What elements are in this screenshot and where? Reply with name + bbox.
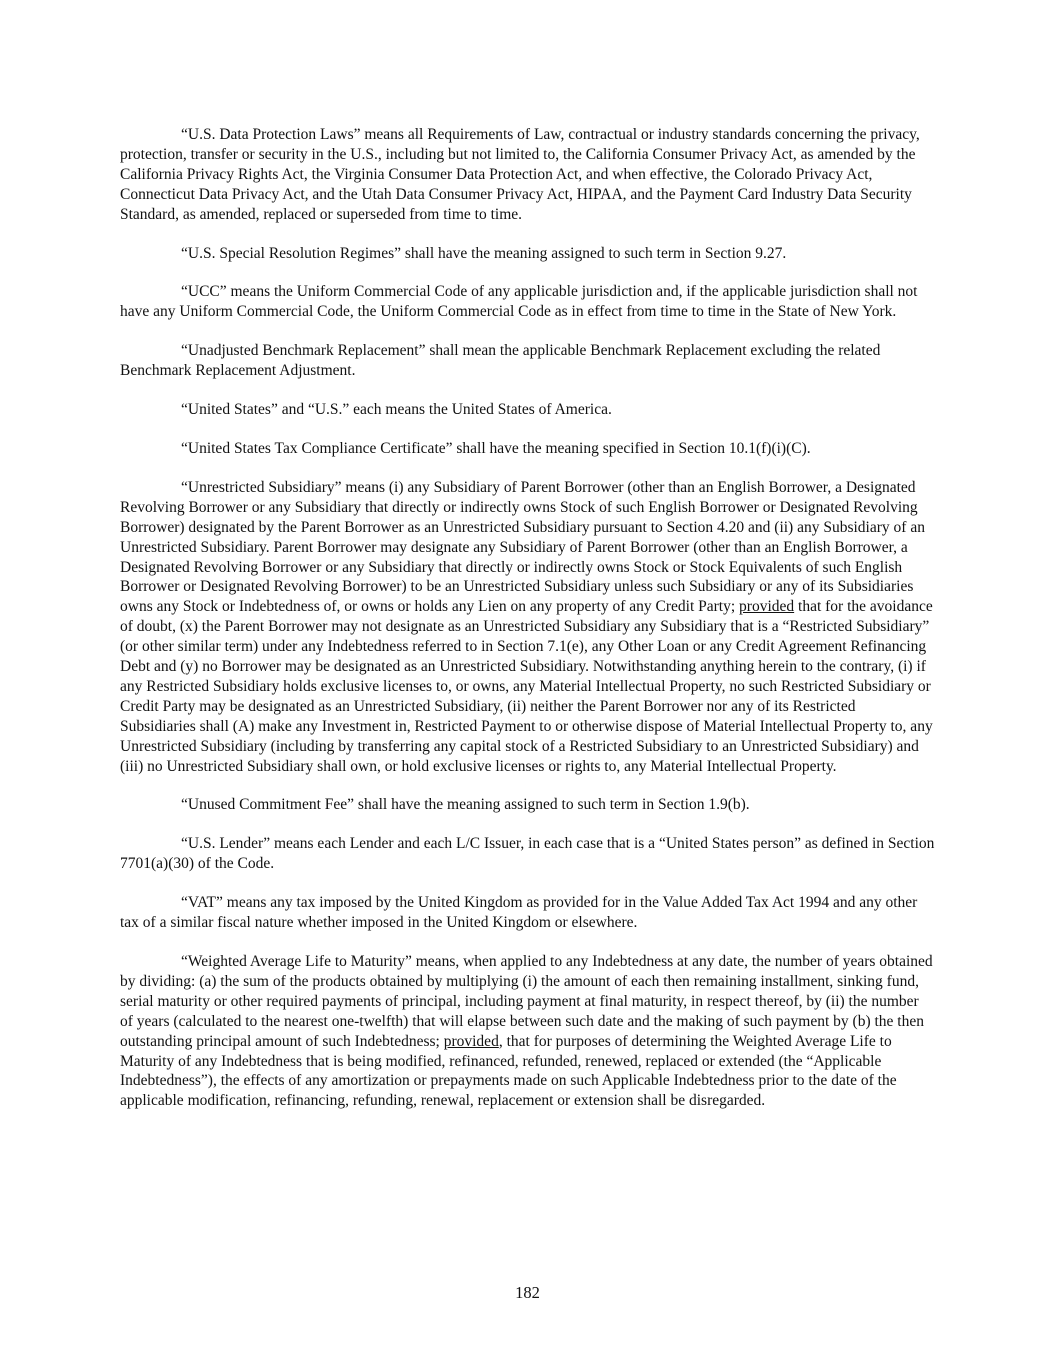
definition-text-part: “Unrestricted Subsidiary” means (i) any Subsidiary of Parent Borrower (other than an English Borrower, a Designated Revolving Borrower or any Subsidiary that directly or indirectly owns Stock of such English Borrower or Designated Revolving Borrower) designated by the Parent Borrower as an Unrestricted Subsidiary pursuant to Section 4.20 and (ii) any Subsidiary of an Unrestricted Subsidiary. Parent Borrower may designate any Subsidiary of Parent Borrower (other than an English Borrower, a Designated Revolving Borrower or any Subsidiary that directly or indirectly owns Stock or Stock Equivalents of such English Borrower or Designated Revolving Borrower) to be an Unrestricted Subsidiary unless such Subsidiary or any of its Subsidiaries owns any Stock or Indebtedness of, or owns or holds any Lien on any property of any Credit Party;: [120, 478, 925, 616]
underlined-provided: provided: [739, 598, 795, 616]
definition-us-lender: “U.S. Lender” means each Lender and each L/C Issuer, in each case that is a “United States person” as defined in Section 7701(a)(30) of the Code.: [120, 835, 935, 873]
definition-vat: “VAT” means any tax imposed by the United Kingdom as provided for in the Value Added Tax Act 1994 and any other tax of a similar fiscal nature whether imposed in the United Kingdom or elsewhere.: [120, 894, 918, 932]
underlined-provided: provided: [443, 1032, 499, 1050]
definition-text-part: that for the avoidance of doubt, (x) the Parent Borrower may not designate as an Unrestricted Subsidiary any Subsidiary that is a “Restricted Subsidiary” (or other similar term) under any Indebtedness referred to in Section 7.1(e), any Other Loan or any Credit Agreement Refinancing Debt and (y) no Borrower may be designated as an Unrestricted Subsidiary. Notwithstanding anything herein to the contrary, (i) if any Restricted Subsidiary holds exclusive licenses to, or owns, any Material Intellectual Property, no such Restricted Subsidiary or Credit Party may be designated as an Unrestricted Subsidiary, (ii) neither the Parent Borrower nor any of its Restricted Subsidiaries shall (A) make any Investment in, Restricted Payment to or otherwise dispose of Material Intellectual Property to, any Unrestricted Subsidiary (including by transferring any capital stock of a Restricted Subsidiary to an Unrestricted Subsidiary) and (iii) no Unrestricted Subsidiary shall own, or hold exclusive licenses or rights to, any Material Intellectual Property.: [120, 598, 933, 775]
definition-text-part: , that for purposes of determining the Weighted Average Life to Maturity of any Indebtedness that is being modified, refinanced, refunded, renewed, replaced or extended (the “Applicable Indebtedness”), the effects of any amortization or prepayments made on such Applicable Indebtedness prior to the date of the applicable modification, refinancing, refunding, renewal, replacement or extension shall be disregarded.: [120, 1032, 897, 1110]
definition-united-states-tax-compliance-certificate: “United States Tax Compliance Certificate” shall have the meaning specified in Section 10.1(f)(i)(C).: [181, 439, 811, 457]
definition-us-special-resolution-regimes: “U.S. Special Resolution Regimes” shall have the meaning assigned to such term in Section 9.27.: [181, 244, 787, 262]
definition-unused-commitment-fee: “Unused Commitment Fee” shall have the meaning assigned to such term in Section 1.9(b).: [181, 796, 750, 814]
definition-unadjusted-benchmark-replacement: “Unadjusted Benchmark Replacement” shall mean the applicable Benchmark Replacement excluding the related Benchmark Replacement Adjustment.: [120, 342, 881, 380]
definition-text-part: “Weighted Average Life to Maturity” means, when applied to any Indebtedness at any date, the number of years obtained by dividing: (a) the sum of the products obtained by multiplying (i) the amount of each then remaining installment, sinking fund, serial maturity or other required payments of principal, including payment at final maturity, in respect thereof, by (ii) the number of years (calculated to the nearest one-twelfth) that will elapse between such date and the making of such payment by (b) the then outstanding principal amount of such Indebtedness;: [120, 953, 933, 1050]
definition-ucc: “UCC” means the Uniform Commercial Code of any applicable jurisdiction and, if the applicable jurisdiction shall not have any Uniform Commercial Code, the Uniform Commercial Code as in effect from time to time in the State of New York.: [120, 283, 918, 321]
page-number: 182: [515, 1283, 540, 1302]
document-body: [120, 125, 935, 1130]
definition-united-states: “United States” and “U.S.” each means the United States of America.: [181, 401, 612, 419]
definition-us-data-protection-laws: “U.S. Data Protection Laws” means all Requirements of Law, contractual or industry standards concerning the privacy, protection, transfer or security in the U.S., including but not limited to, the California Consumer Privacy Act, as amended by the California Privacy Rights Act, the Virginia Consumer Data Protection Act, and when effective, the Colorado Privacy Act, Connecticut Data Privacy Act, and the Utah Data Consumer Privacy Act, HIPAA, and the Payment Card Industry Data Security Standard, as amended, replaced or superseded from time to time.: [120, 126, 920, 223]
definition-unrestricted-subsidiary: [120, 478, 935, 777]
definition-weighted-average-life-to-maturity: [120, 952, 935, 1111]
